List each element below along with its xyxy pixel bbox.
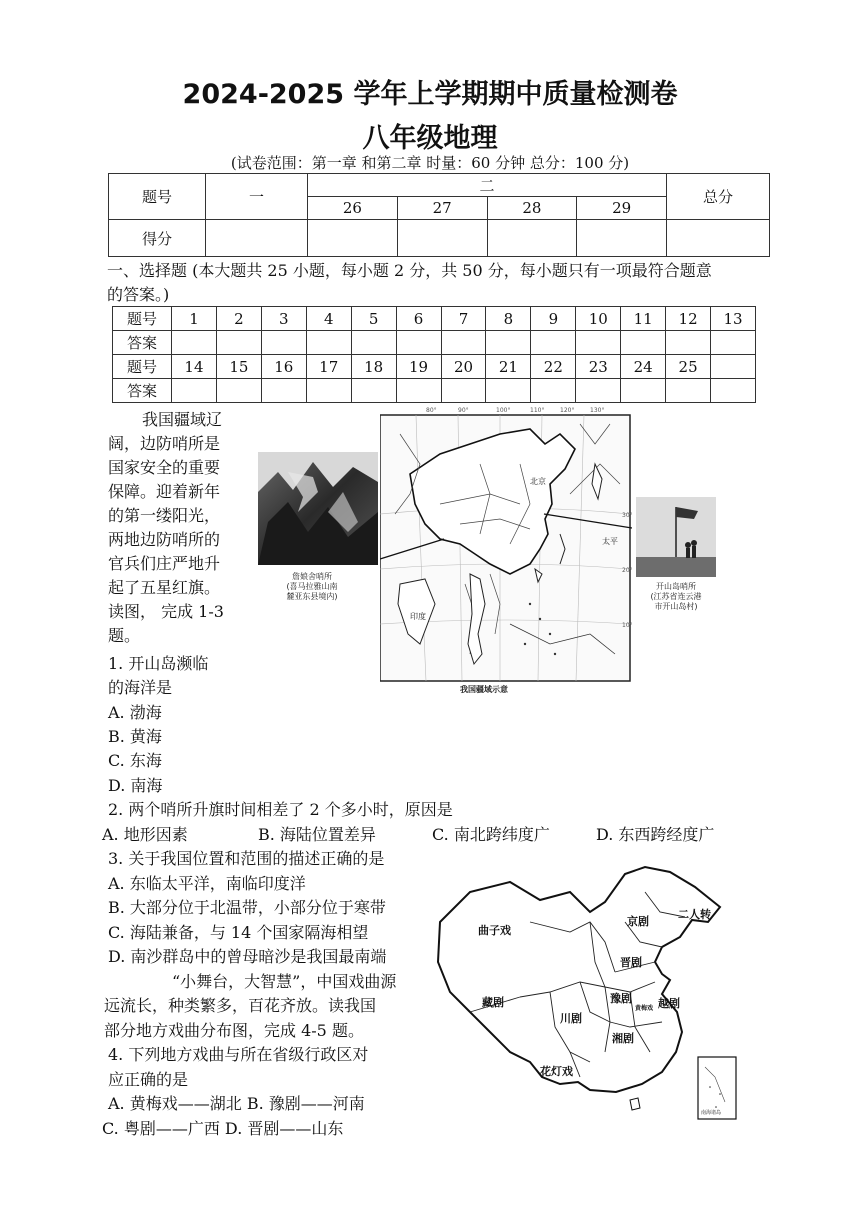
answer-cell[interactable]: [711, 379, 756, 403]
exam-subtitle: 八年级地理: [362, 123, 498, 154]
passage1-line: 官兵们庄严地升: [108, 554, 221, 573]
opera-label: 晋剧: [620, 956, 642, 969]
q4-stem-line1: 4. 下列地方戏曲与所在省级行政区对: [108, 1045, 369, 1064]
q4-stem-line2: 应正确的是: [108, 1070, 189, 1089]
answer-cell[interactable]: [621, 331, 666, 355]
passage2-line2: 远流长，种类繁多，百花齐放。读我国: [104, 996, 377, 1015]
opera-label: 豫剧: [610, 992, 632, 1005]
left-photo-caption: [262, 572, 362, 602]
lat-label: 30°: [622, 512, 632, 519]
score-table-sub: 26: [308, 197, 398, 220]
answer-table-number: 13: [711, 307, 756, 331]
lat-label: 10°: [622, 622, 632, 629]
map-place-label: 北京: [530, 477, 546, 486]
section1-heading-line2: 的答案。): [107, 285, 170, 304]
q3-option-d[interactable]: D. 南沙群岛中的曾母暗沙是我国最南端: [108, 947, 387, 966]
map-place-label: 太平: [602, 537, 618, 546]
answer-cell[interactable]: [531, 379, 576, 403]
q2-option-b[interactable]: B. 海陆位置差异: [258, 825, 376, 844]
answer-table-no-label: 题号: [113, 355, 172, 379]
answer-table-number: 5: [351, 307, 396, 331]
answer-table-number: 11: [621, 307, 666, 331]
caption-line: 麓亚东县境内): [286, 592, 338, 601]
answer-cell[interactable]: [351, 331, 396, 355]
answer-table-number: 19: [396, 355, 441, 379]
opera-label: 川剧: [560, 1012, 582, 1025]
answer-cell[interactable]: [441, 331, 486, 355]
lon-label: 120°: [560, 407, 575, 414]
map-place-label: 印度: [410, 612, 426, 621]
answer-table-number: 2: [216, 307, 261, 331]
score-table-sub: 28: [487, 197, 577, 220]
china-territory-map: [380, 404, 632, 694]
answer-table-number: 10: [576, 307, 621, 331]
passage2-line3: 部分地方戏曲分布图，完成 4-5 题。: [104, 1021, 364, 1040]
south-sea-inset-label: 南海诸岛: [701, 1110, 722, 1116]
answer-table-ans-label: 答案: [113, 379, 172, 403]
q4-options-line2[interactable]: C. 粤剧——广西 D. 晋剧——山东: [102, 1119, 344, 1138]
score-cell[interactable]: [308, 220, 398, 257]
answer-table-number: 16: [261, 355, 306, 379]
answer-cell[interactable]: [711, 331, 756, 355]
passage1-line: 的第一缕阳光，: [108, 506, 221, 525]
lat-label: 20°: [622, 567, 632, 574]
passage1-line: 国家安全的重要: [108, 458, 221, 477]
answer-table-number: 21: [486, 355, 531, 379]
answer-cell[interactable]: [486, 331, 531, 355]
q1-stem-line1: 1. 开山岛濒临: [108, 654, 209, 673]
lon-label: 130°: [590, 407, 605, 414]
opera-label: 黄梅戏: [635, 1005, 654, 1012]
map-caption: 我国疆域示意: [460, 685, 508, 694]
q3-stem: 3. 关于我国位置和范围的描述正确的是: [108, 849, 385, 868]
answer-table-number: 4: [306, 307, 351, 331]
answer-table-number: 20: [441, 355, 486, 379]
passage1-line: 我国疆域辽: [142, 410, 223, 429]
sentry-photo-right: [636, 497, 716, 577]
answer-table-number: 6: [396, 307, 441, 331]
score-cell[interactable]: [397, 220, 487, 257]
answer-table-number: 3: [261, 307, 306, 331]
caption-line: (江苏省连云港: [650, 592, 702, 601]
answer-cell[interactable]: [666, 379, 711, 403]
q1-option-b[interactable]: B. 黄海: [108, 727, 162, 746]
passage2-line1: “小舞台，大智慧”，中国戏曲源: [172, 972, 397, 991]
score-table-score-label: 得分: [109, 220, 206, 257]
opera-label: 湘剧: [612, 1032, 634, 1045]
answer-table-number: 25: [666, 355, 711, 379]
answer-cell[interactable]: [216, 331, 261, 355]
passage1-line: 两地边防哨所的: [108, 530, 221, 549]
lon-label: 100°: [496, 407, 511, 414]
q2-option-d[interactable]: D. 东西跨经度广: [596, 825, 715, 844]
q2-option-a[interactable]: A. 地形因素: [102, 825, 188, 844]
opera-label: 二人转: [678, 908, 711, 921]
answer-table: [112, 306, 756, 403]
answer-cell[interactable]: [441, 379, 486, 403]
lon-label: 110°: [530, 407, 545, 414]
q2-stem: 2. 两个哨所升旗时间相差了 2 个多小时，原因是: [108, 800, 453, 819]
answer-cell[interactable]: [576, 379, 621, 403]
caption-line: 詹娘舍哨所: [292, 572, 332, 581]
score-cell[interactable]: [577, 220, 667, 257]
answer-cell[interactable]: [261, 331, 306, 355]
caption-line: 市开山岛村): [654, 602, 698, 611]
lon-label: 80°: [426, 407, 437, 414]
answer-cell[interactable]: [486, 379, 531, 403]
passage1-line: 读图， 完成 1-3: [108, 602, 224, 621]
passage1: [108, 408, 248, 648]
q1-option-d[interactable]: D. 南海: [108, 776, 163, 795]
answer-cell[interactable]: [306, 379, 351, 403]
answer-table-number: 8: [486, 307, 531, 331]
answer-table-number: 22: [531, 355, 576, 379]
answer-table-number: 24: [621, 355, 666, 379]
score-table-part1: 一: [206, 174, 308, 220]
score-cell[interactable]: [667, 220, 770, 257]
passage1-line: 题。: [108, 626, 141, 645]
answer-cell[interactable]: [172, 379, 217, 403]
answer-cell[interactable]: [666, 331, 711, 355]
score-table-no-label: 题号: [109, 174, 206, 220]
answer-cell[interactable]: [306, 331, 351, 355]
opera-label: 京剧: [627, 915, 649, 928]
answer-table-number: 14: [172, 355, 217, 379]
opera-distribution-map: [430, 862, 750, 1126]
answer-table-number: 17: [306, 355, 351, 379]
exam-title: 2024-2025 学年上学期期中质量检测卷: [182, 79, 678, 110]
q3-option-b[interactable]: B. 大部分位于北温带，小部分位于寒带: [108, 898, 386, 917]
passage1-line: 保障。迎着新年: [108, 482, 221, 501]
answer-table-number: 9: [531, 307, 576, 331]
answer-table-ans-label: 答案: [113, 331, 172, 355]
answer-cell[interactable]: [621, 379, 666, 403]
score-table-part2: 二: [308, 174, 667, 197]
answer-table-no-label: 题号: [113, 307, 172, 331]
answer-cell[interactable]: [351, 379, 396, 403]
answer-table-number: 12: [666, 307, 711, 331]
answer-cell[interactable]: [216, 379, 261, 403]
answer-table-number: 1: [172, 307, 217, 331]
q1-stem-line2: 的海洋是: [108, 678, 173, 697]
passage1-line: 起了五星红旗。: [108, 578, 221, 597]
q3-option-a[interactable]: A. 东临太平洋，南临印度洋: [108, 874, 306, 893]
answer-table-number: 7: [441, 307, 486, 331]
answer-table-number: 18: [351, 355, 396, 379]
score-table-sub: 27: [397, 197, 487, 220]
answer-cell[interactable]: [711, 355, 756, 379]
section1-heading-line1: 一、选择题 (本大题共 25 小题，每小题 2 分，共 50 分，每小题只有一项最符合题意: [107, 261, 712, 280]
answer-cell[interactable]: [261, 379, 306, 403]
q1-option-c[interactable]: C. 东海: [108, 751, 162, 770]
score-table-sub: 29: [577, 197, 667, 220]
answer-cell[interactable]: [531, 331, 576, 355]
opera-label: 藏剧: [482, 996, 504, 1009]
q2-option-c[interactable]: C. 南北跨纬度广: [432, 825, 550, 844]
answer-table-number: 23: [576, 355, 621, 379]
answer-table-number: 15: [216, 355, 261, 379]
passage1-line: 阔，边防哨所是: [108, 434, 221, 453]
caption-line: (喜马拉雅山南: [286, 582, 338, 591]
answer-cell[interactable]: [172, 331, 217, 355]
opera-label: 曲子戏: [478, 924, 511, 937]
opera-label: 花灯戏: [540, 1065, 573, 1078]
answer-cell[interactable]: [396, 379, 441, 403]
answer-cell[interactable]: [576, 331, 621, 355]
exam-range: (试卷范围：第一章 和第二章 时量：60 分钟 总分：100 分): [230, 154, 630, 172]
score-cell[interactable]: [487, 220, 577, 257]
q3-option-c[interactable]: C. 海陆兼备，与 14 个国家隔海相望: [108, 923, 369, 942]
score-table-total: 总分: [667, 174, 770, 220]
score-table: [108, 173, 770, 257]
answer-cell[interactable]: [396, 331, 441, 355]
sentry-photo-left: [258, 452, 378, 565]
lon-label: 90°: [458, 407, 469, 414]
right-photo-caption: [636, 582, 716, 612]
opera-label: 越剧: [658, 997, 680, 1010]
score-cell[interactable]: [206, 220, 308, 257]
q4-options-line1[interactable]: A. 黄梅戏——湖北 B. 豫剧——河南: [108, 1094, 365, 1113]
q1-option-a[interactable]: A. 渤海: [108, 703, 162, 722]
caption-line: 开山岛哨所: [656, 582, 696, 591]
